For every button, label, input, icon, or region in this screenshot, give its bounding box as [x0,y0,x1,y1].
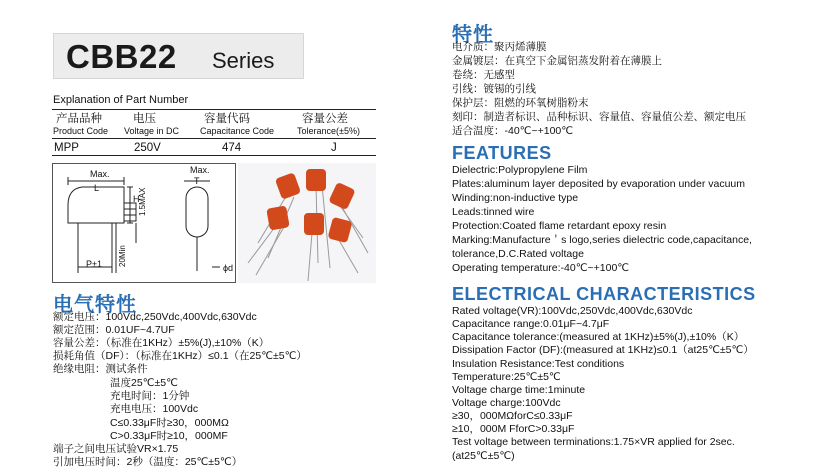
cn-feature-line: 金属镀层：在真空下金属铝蒸发附着在薄膜上 [452,55,662,67]
label-lead-diameter: ϕd [223,263,234,273]
label-t: T [194,176,200,186]
en-feature-line: Protection:Coated flame retardant epoxy resin [452,220,667,232]
part-number-heading: Explanation of Part Number [53,94,189,106]
series-subtitle: Series [212,48,275,73]
value-voltage: 250V [134,142,161,154]
col-product-cn: 产品品种 [56,113,102,125]
cn-feature-line: 引线：镀锡的引线 [452,83,536,95]
label-max-2: Max. [190,165,210,175]
cn-electrical-line: 温度25℃±5℃ [110,377,178,389]
capacitor-image [266,205,290,230]
col-product-en: Product Code [53,126,109,136]
en-electrical-heading: ELECTRICAL CHARACTERISTICS [452,284,756,304]
value-tolerance: J [331,142,337,154]
en-feature-line: Dielectric:Polypropylene Film [452,164,588,176]
cn-electrical-line: 额定电压：100Vdc,250Vdc,400Vdc,630Vdc [53,311,257,323]
en-feature-line: Operating temperature:-40℃~+100℃ [452,262,630,274]
divider [52,138,376,139]
product-photo [238,163,376,283]
en-feature-line: Plates:aluminum layer deposited by evaporation under vacuum [452,178,746,190]
en-electrical-line: Temperature:25℃±5℃ [452,371,561,383]
label-h: H [133,194,140,204]
col-tolerance-en: Tolerance(±5%) [297,126,360,136]
cn-electrical-line: 额定范围：0.01UF~4.7UF [53,324,175,336]
en-feature-line: Marking:Manufacture＇s logo,series dielectric code,capacitance, [452,234,752,246]
cn-electrical-line: C≤0.33μF时≥30，000MΩ [110,417,229,429]
en-features-heading: FEATURES [452,143,552,163]
label-max: Max. [90,169,110,179]
col-voltage-cn: 电压 [133,113,156,125]
en-electrical-line: Rated voltage(VR):100Vdc,250Vdc,400Vdc,630Vdc [452,305,693,317]
cn-electrical-line: 绝缘电阻：测试条件 [53,363,148,375]
col-capacitance-en: Capacitance Code [200,126,275,136]
dimension-diagram [52,163,236,283]
en-feature-line: Leads:tinned wire [452,206,535,218]
cn-electrical-line: 引加电压时间：2秒（温度：25℃±5℃） [53,456,243,468]
cn-electrical-line: 端子之间电压试验VR×1.75 [53,443,179,455]
en-electrical-line: Capacitance tolerance:(measured at 1KHz)±5%(J),±10%（K） [452,331,745,343]
cn-electrical-line: 充电电压：100Vdc [110,403,199,415]
cn-feature-line: 刻印：制造者标识、品种标识、容量值、容量值公差、额定电压 [452,111,746,123]
en-electrical-line: Test voltage between terminations:1.75×VR applied for 2sec. [452,436,735,448]
en-electrical-line: (at25℃±5℃) [452,450,515,462]
cn-feature-line: 适合温度：-40℃~+100℃ [452,125,574,137]
series-title: CBB22 [66,38,177,75]
en-electrical-line: Insulation Resistance:Test conditions [452,358,625,370]
en-feature-line: tolerance,D.C.Rated voltage [452,248,584,260]
en-feature-line: Winding:non-inductive type [452,192,579,204]
en-electrical-line: Voltage charge time:1minute [452,384,586,396]
cn-feature-line: 电介质：聚丙烯薄膜 [452,41,547,53]
capacitor-image [306,169,326,191]
cn-electrical-line: C>0.33μF时≥10，000MF [110,430,228,442]
divider [52,155,376,156]
cn-feature-line: 保护层：阻燃的环氧树脂粉末 [452,97,589,109]
divider [52,109,376,110]
cn-electrical-line: 损耗角值（DF）：（标准在1KHz）≤0.1（在25℃±5℃） [53,350,307,362]
value-product: MPP [54,142,79,154]
label-1-5max: 1.5MAX [138,187,147,216]
col-voltage-en: Voltage in DC [124,126,180,136]
en-electrical-line: ≥10，000M FforC>0.33μF [452,423,575,435]
en-electrical-line: ≥30，000MΩforC≤0.33μF [452,410,573,422]
capacitor-image [304,213,324,235]
cn-electrical-line: 充电时间：1分钟 [110,390,190,402]
label-l: L [94,183,100,193]
cn-feature-line: 卷绕：无感型 [452,69,515,81]
cn-electrical-heading: 电气特性 [53,294,137,316]
label-pitch: P±1 [86,259,102,269]
value-capacitance: 474 [222,142,242,154]
col-tolerance-cn: 容量公差 [302,113,348,125]
en-electrical-line: Voltage charge:100Vdc [452,397,561,409]
en-electrical-line: Dissipation Factor (DF):(measured at 1KHz)≤0.1（at25℃±5℃） [452,344,754,356]
en-electrical-line: Capacitance range:0.01μF~4.7μF [452,318,610,330]
cn-electrical-line: 容量公差：（标准在1KHz）±5%(J),±10%（K） [53,337,270,349]
cn-features-heading: 特性 [452,24,494,46]
diagram-drawing [52,163,236,283]
label-20min: 20Min [118,245,127,267]
col-capacitance-cn: 容量代码 [204,113,250,125]
